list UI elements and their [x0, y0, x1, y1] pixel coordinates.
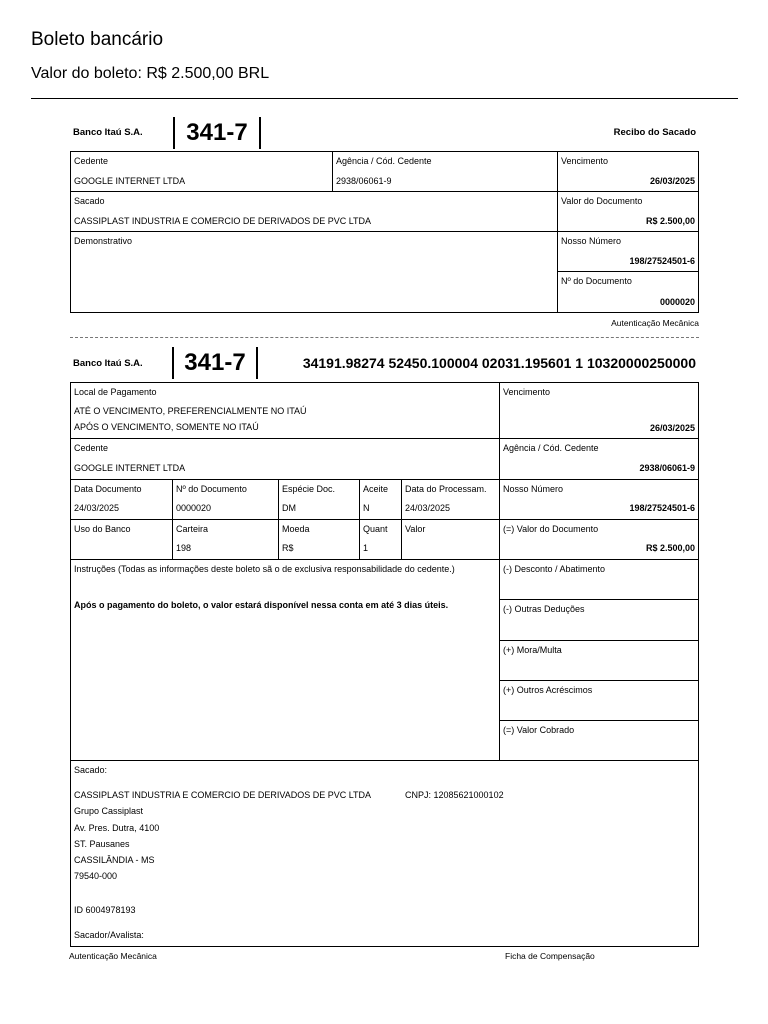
field-value: ATÉ O VENCIMENTO, PREFERENCIALMENTE NO ITAÚ — [74, 406, 307, 416]
field-label: Data do Processam. — [405, 484, 487, 494]
field-label: Data Documento — [74, 484, 142, 494]
field-value: R$ — [282, 543, 294, 553]
header-divider — [31, 98, 738, 99]
sacado-address-line: ST. Pausanes — [74, 839, 130, 849]
field-label: Agência / Cód. Cedente — [336, 156, 432, 166]
field-label: Instruções (Todas as informações deste boleto sã o de exclusiva responsabilidade do cedente.) — [74, 564, 455, 574]
sacado-address-line: Av. Pres. Dutra, 4100 — [74, 823, 160, 833]
field-label: Agência / Cód. Cedente — [503, 443, 599, 453]
field-label: (+) Mora/Multa — [503, 645, 562, 655]
ficha-data-proc-cell — [401, 479, 500, 520]
field-value: 198 — [176, 543, 192, 553]
field-label: Sacado: — [74, 765, 108, 775]
field-value: 0000020 — [659, 297, 695, 307]
field-value: 26/03/2025 — [649, 423, 695, 433]
sacado-name: CASSIPLAST INDUSTRIA E COMERCIO DE DERIVADOS DE PVC LTDA — [74, 790, 372, 800]
bank-code: 341-7 — [173, 117, 261, 149]
field-value: R$ 2.500,00 — [645, 543, 695, 553]
field-value: 2938/06061-9 — [639, 463, 695, 473]
ficha-data-doc-cell — [70, 479, 173, 520]
field-value: APÓS O VENCIMENTO, SOMENTE NO ITAÚ — [74, 422, 259, 432]
sacado-address-line: 79540-000 — [74, 871, 118, 881]
field-label: Nosso Número — [503, 484, 564, 494]
field-value: 26/03/2025 — [649, 176, 695, 186]
sacado-id: ID 6004978193 — [74, 905, 136, 915]
ficha-valor-doc-cell — [499, 519, 699, 560]
ficha-vencimento-cell — [499, 382, 699, 439]
field-label: Aceite — [363, 484, 389, 494]
ficha-bank-header — [70, 347, 699, 379]
recibo-valor-doc-cell — [557, 191, 699, 232]
field-label: Vencimento — [561, 156, 609, 166]
field-label: Quant — [363, 524, 388, 534]
field-value: N — [363, 503, 370, 513]
field-label: (-) Outras Deduções — [503, 604, 585, 614]
field-label: Nº do Documento — [561, 276, 632, 286]
ficha-instrucoes-cell — [70, 559, 500, 761]
field-value: R$ 2.500,00 — [645, 216, 695, 226]
recibo-nosso-numero-cell — [557, 231, 699, 272]
field-label: (=) Valor Cobrado — [503, 725, 575, 735]
ficha-moeda-cell — [278, 519, 360, 560]
ficha-num-doc-cell — [172, 479, 279, 520]
ficha-valor-cobrado-cell — [499, 720, 699, 761]
field-label: Vencimento — [503, 387, 551, 397]
ficha-local-pagamento-cell — [70, 382, 500, 439]
recibo-agencia-cell — [332, 151, 558, 192]
bank-name: Banco Itaú S.A. — [73, 127, 143, 138]
linha-digitavel: 34191.98274 52450.100004 02031.195601 1 10320000250000 — [302, 355, 696, 371]
field-value: 198/27524501-6 — [629, 256, 695, 266]
sacado-address-line: CASSILÂNDIA - MS — [74, 855, 155, 865]
ficha-quant-cell — [359, 519, 402, 560]
ficha-uso-banco-cell — [70, 519, 173, 560]
page-title: Boleto bancário — [31, 29, 164, 50]
recibo-autenticacao: Autenticação Mecânica — [611, 318, 699, 328]
field-label: Local de Pagamento — [74, 387, 157, 397]
field-label: (-) Desconto / Abatimento — [503, 564, 606, 574]
field-value: 24/03/2025 — [74, 503, 120, 513]
ficha-desconto-cell — [499, 559, 699, 600]
instrucoes-text: Após o pagamento do boleto, o valor estará disponível nessa conta em até 3 dias úteis. — [74, 600, 449, 610]
field-value: DM — [282, 503, 296, 513]
field-value: 0000020 — [176, 503, 212, 513]
ficha-aceite-cell — [359, 479, 402, 520]
field-value: GOOGLE INTERNET LTDA — [74, 463, 186, 473]
ficha-sacado-cell — [70, 760, 699, 947]
field-value: 1 — [363, 543, 369, 553]
field-value: CASSIPLAST INDUSTRIA E COMERCIO DE DERIVADOS DE PVC LTDA — [74, 216, 372, 226]
field-label: Cedente — [74, 443, 109, 453]
field-label: Cedente — [74, 156, 109, 166]
field-label: (+) Outros Acréscimos — [503, 685, 593, 695]
ficha-valor-cell — [401, 519, 500, 560]
field-value: GOOGLE INTERNET LTDA — [74, 176, 186, 186]
field-label: Uso do Banco — [74, 524, 131, 534]
sacador-avalista-label: Sacador/Avalista: — [74, 930, 144, 940]
ficha-acrescimos-cell — [499, 680, 699, 721]
ficha-autenticacao: Autenticação Mecânica — [69, 951, 157, 961]
field-label: Sacado — [74, 196, 105, 206]
recibo-vencimento-cell — [557, 151, 699, 192]
field-label: Moeda — [282, 524, 310, 534]
field-label: Carteira — [176, 524, 209, 534]
boleto-value-summary: Valor do boleto: R$ 2.500,00 BRL — [31, 65, 270, 82]
recibo-section-label: Recibo do Sacado — [613, 127, 696, 138]
field-value: 2938/06061-9 — [336, 176, 392, 186]
ficha-mora-cell — [499, 640, 699, 681]
field-label: Espécie Doc. — [282, 484, 336, 494]
bank-code: 341-7 — [172, 347, 258, 379]
ficha-especie-cell — [278, 479, 360, 520]
recibo-demonstrativo-cell — [70, 231, 558, 313]
field-value: 24/03/2025 — [405, 503, 451, 513]
ficha-compensacao-label: Ficha de Compensação — [505, 951, 595, 961]
field-label: Nº do Documento — [176, 484, 247, 494]
ficha-outras-deducoes-cell — [499, 599, 699, 641]
field-label: Valor do Documento — [561, 196, 643, 206]
recibo-sacado-cell — [70, 191, 558, 232]
field-value: 198/27524501-6 — [629, 503, 695, 513]
sacado-cnpj: CNPJ: 12085621000102 — [405, 790, 504, 800]
cut-line — [70, 337, 699, 338]
field-label: Nosso Número — [561, 236, 622, 246]
sacado-address-line: Grupo Cassiplast — [74, 806, 144, 816]
recibo-num-doc-cell — [557, 271, 699, 313]
recibo-bank-header — [70, 117, 699, 149]
ficha-carteira-cell — [172, 519, 279, 560]
recibo-cedente-cell — [70, 151, 333, 192]
ficha-nosso-numero-cell — [499, 479, 699, 520]
ficha-cedente-cell — [70, 438, 500, 480]
field-label: Demonstrativo — [74, 236, 133, 246]
field-label: Valor — [405, 524, 426, 534]
ficha-agencia-cell — [499, 438, 699, 480]
field-label: (=) Valor do Documento — [503, 524, 599, 534]
bank-name: Banco Itaú S.A. — [73, 358, 143, 369]
